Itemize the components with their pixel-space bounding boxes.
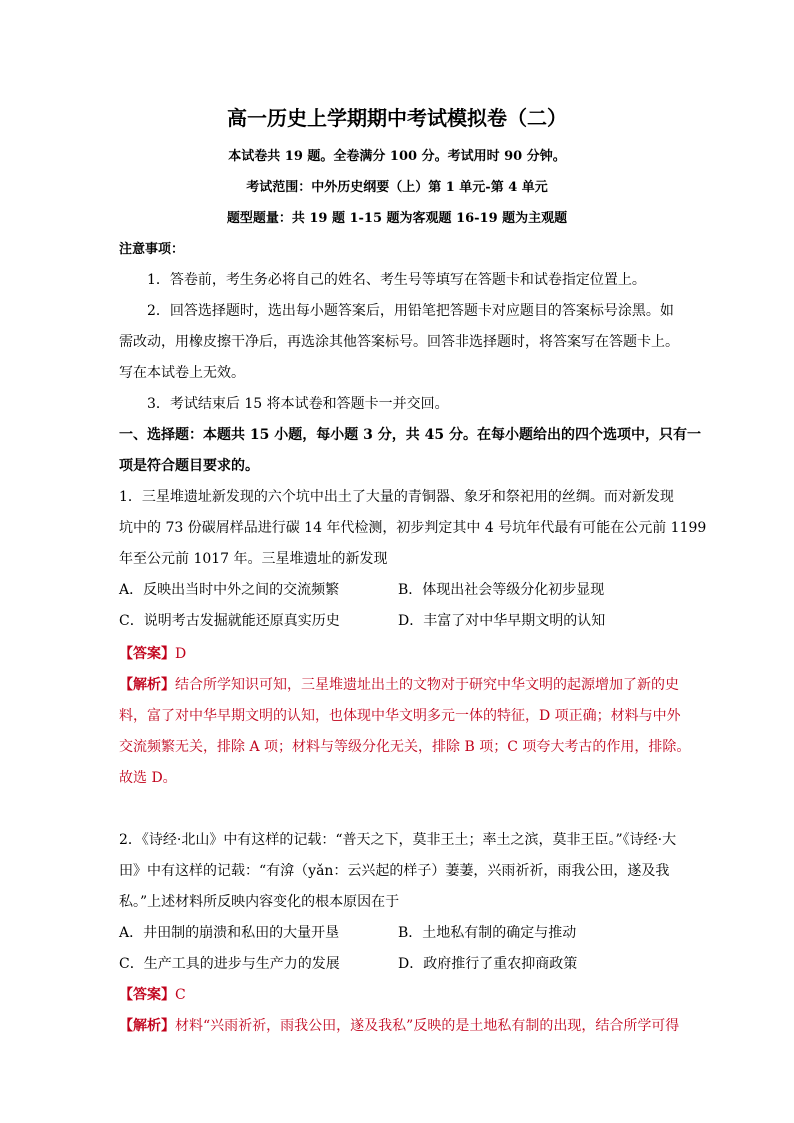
answer-label: 【答案】 bbox=[119, 646, 175, 662]
answer-value: D bbox=[175, 646, 187, 662]
question-1-option-c: C．说明考古发掘就能还原真实历史 bbox=[119, 613, 340, 629]
exam-info-line: 本试卷共 19 题。全卷满分 100 分。考试用时 90 分钟。 bbox=[228, 149, 566, 164]
question-2-option-b: B．土地私有制的确定与推动 bbox=[398, 925, 577, 941]
exam-title: 高一历史上学期期中考试模拟卷（二） bbox=[227, 106, 567, 130]
question-1-analysis-text: 故选 D。 bbox=[119, 770, 177, 786]
note-item: 3．考试结束后 15 将本试卷和答题卡一并交回。 bbox=[147, 396, 449, 412]
question-1-option-d: D．丰富了对中华早期文明的认知 bbox=[398, 613, 606, 629]
question-1-option-a: A．反映出当时中外之间的交流频繁 bbox=[119, 582, 340, 598]
question-2-stem: 私。”上述材料所反映内容变化的根本原因在于 bbox=[119, 894, 400, 910]
section-heading-continued: 项是符合题目要求的。 bbox=[119, 458, 259, 474]
question-2-option-c: C．生产工具的进步与生产力的发展 bbox=[119, 956, 340, 972]
analysis-text: 结合所学知识可知，三星堆遗址出土的文物对于研究中华文明的起源增加了新的史 bbox=[175, 677, 679, 693]
question-2-option-d: D．政府推行了重农抑商政策 bbox=[398, 956, 578, 972]
question-1-answer bbox=[119, 644, 186, 664]
question-2-analysis bbox=[119, 1016, 679, 1036]
question-2-answer bbox=[119, 985, 186, 1005]
section-heading: 一、选择题：本题共 15 小题，每小题 3 分，共 45 分。在每小题给出的四个选项中，只有一 bbox=[119, 427, 701, 443]
analysis-text: 材料“兴雨祈祈，雨我公田，遂及我私”反映的是土地私有制的出现，结合所学可得 bbox=[175, 1018, 680, 1034]
question-1-analysis-text: 料，富了对中华早期文明的认知，也体现中华文明多元一体的特征，D 项正确；材料与中外 bbox=[119, 708, 681, 724]
question-1-analysis bbox=[119, 675, 679, 695]
analysis-label: 【解析】 bbox=[119, 1018, 175, 1034]
note-item-continued: 需改动，用橡皮擦干净后，再选涂其他答案标号。回答非选择题时，将答案写在答题卡上。 bbox=[119, 334, 679, 350]
note-item: 1．答卷前，考生务必将自己的姓名、考生号等填写在答题卡和试卷指定位置上。 bbox=[147, 272, 646, 288]
note-item-continued: 写在本试卷上无效。 bbox=[119, 365, 245, 381]
question-1-stem: 1．三星堆遗址新发现的六个坑中出土了大量的青铜器、象牙和祭祀用的丝绸。而对新发现 bbox=[119, 489, 674, 505]
question-1-stem: 坑中的 73 份碳屑样品进行碳 14 年代检测，初步判定其中 4 号坑年代最有可能在公元前 1199 bbox=[119, 520, 707, 536]
exam-scope-line: 考试范围：中外历史纲要（上）第 1 单元-第 4 单元 bbox=[246, 180, 548, 195]
question-1-analysis-text: 交流频繁无关，排除 A 项；材料与等级分化无关，排除 B 项；C 项夸大考古的作用，排除。 bbox=[119, 739, 691, 755]
analysis-label: 【解析】 bbox=[119, 677, 175, 693]
notes-heading: 注意事项： bbox=[119, 242, 185, 257]
question-2-stem: 2．《诗经·北山》中有这样的记载：“普天之下，莫非王土；率土之滨，莫非王臣。”《诗经·大 bbox=[119, 832, 677, 848]
question-2-stem: 田》中有这样的记载：“有渰（yǎn：云兴起的样子）萋萋，兴雨祈祈，雨我公田，遂及我 bbox=[119, 863, 670, 879]
question-1-stem: 年至公元前 1017 年。三星堆遗址的新发现 bbox=[119, 551, 388, 567]
exam-question-types-line: 题型题量：共 19 题 1-15 题为客观题 16-19 题为主观题 bbox=[226, 211, 568, 226]
answer-label: 【答案】 bbox=[119, 987, 175, 1003]
question-1-option-b: B．体现出社会等级分化初步显现 bbox=[398, 582, 605, 598]
note-item: 2．回答选择题时，选出每小题答案后，用铅笔把答题卡对应题目的答案标号涂黑。如 bbox=[147, 303, 674, 319]
answer-value: C bbox=[175, 987, 186, 1003]
question-2-option-a: A．井田制的崩溃和私田的大量开垦 bbox=[119, 925, 340, 941]
